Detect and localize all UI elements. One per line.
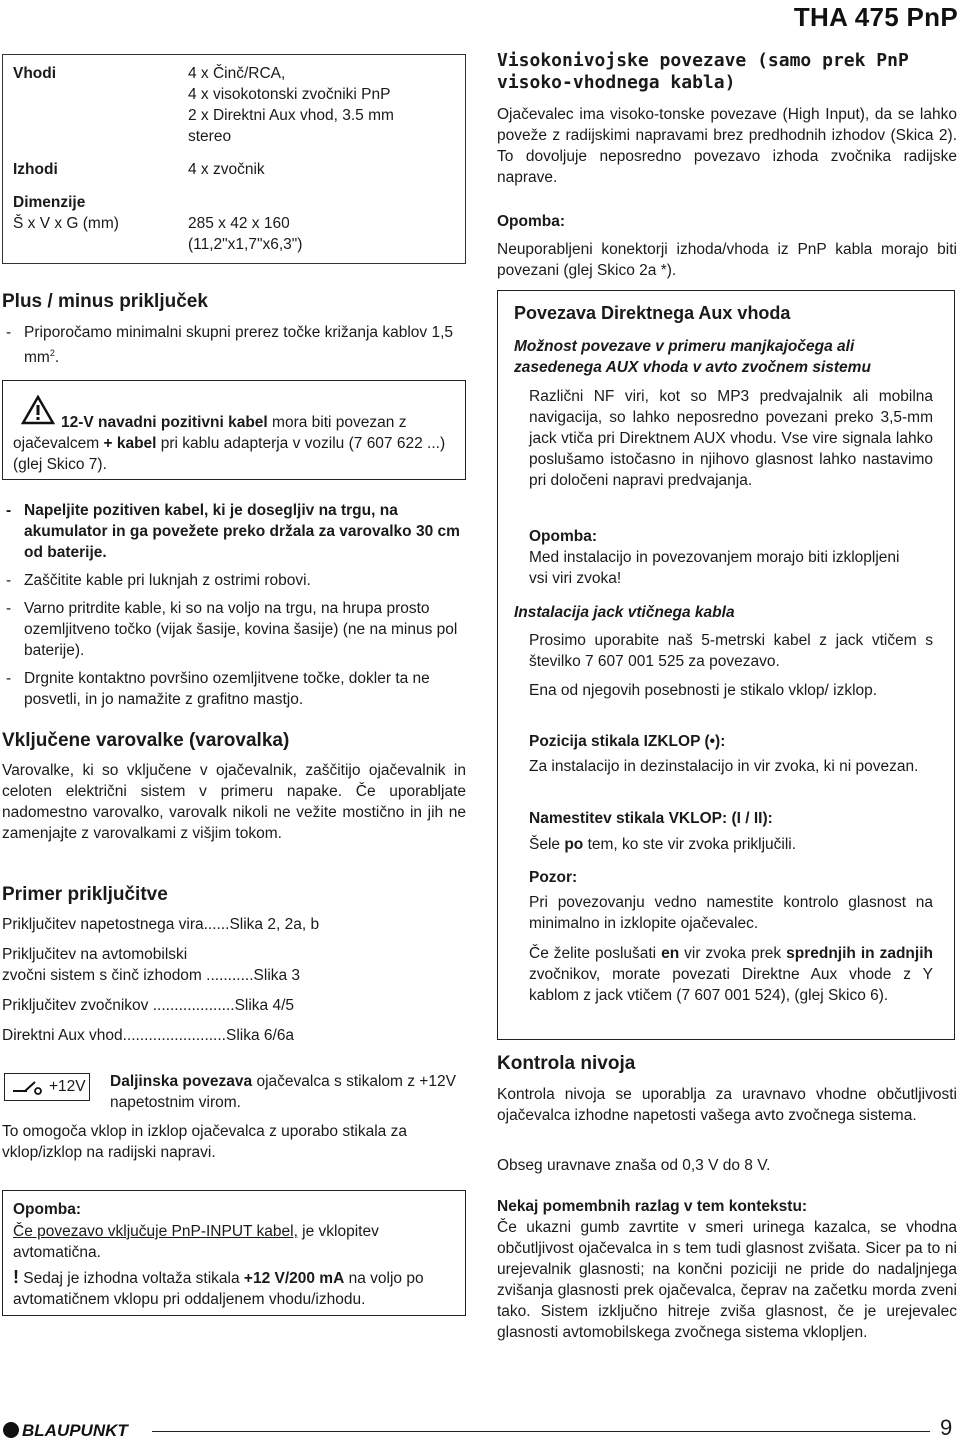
remote-bold: Daljinska povezava	[110, 1073, 253, 1090]
spec-key: Vhodi	[13, 65, 57, 82]
spec-value: 4 x zvočnik	[188, 161, 265, 178]
remote-badge	[4, 1073, 90, 1101]
spec-row-inputs	[3, 55, 466, 148]
warning-text-part: mora biti povezan z ojačevalcem	[13, 414, 407, 452]
remote-text	[110, 1071, 466, 1113]
spec-key-line: Dimenzije	[13, 194, 86, 211]
aux-note-title: Opomba:	[529, 528, 598, 545]
note-title: Opomba:	[13, 1201, 82, 1218]
front-text-part: vir zvoka prek	[679, 945, 787, 962]
example-ref: Slika 3	[253, 967, 301, 984]
example-ref: Slika 4/5	[234, 997, 295, 1014]
examples-heading: Primer priključitve	[2, 884, 168, 905]
warn-text: Pri povezovanju vedno namestite kontrolo glasnost na minimalno in izklopite ojačevalec.	[529, 894, 933, 932]
on-text-part: tem, ko ste vir zvoka priključili.	[583, 836, 797, 853]
example-ref: Slika 2, 2a, b	[229, 916, 320, 933]
front-rear-text	[529, 943, 933, 1006]
note-underlined: Če povezavo vključuje PnP-INPUT kabel,	[13, 1223, 298, 1240]
example-row	[2, 1025, 466, 1046]
leader-dots: ...........	[201, 967, 254, 984]
example-row	[2, 995, 466, 1016]
example-ref: Slika 6/6a	[225, 1027, 295, 1044]
level-text: Kontrola nivoja se uporablja za uravnavo vhodne občutljivosti ojačevalca izhodne napetosti vašega avto zvočnega sistema.	[497, 1086, 957, 1124]
list-item: - Varno pritrdite kable, ki so na voljo na trgu, na hrupa prosto ozemljitveno točko (vijak šasije, kovina šasije) (ne na minus pol baterije).	[2, 598, 466, 661]
example-label: zvočni sistem s činč izhodom	[2, 967, 202, 984]
blaupunkt-logo-icon	[2, 1419, 152, 1441]
badge-label: +12V	[49, 1078, 86, 1095]
warning-bold: + kabel	[103, 435, 157, 452]
remote-text-part: ojačevalca s stikalom z +12V napetostnim virom.	[110, 1073, 456, 1111]
on-text-part: Šele	[529, 836, 565, 853]
spec-row-dimensions	[3, 180, 466, 264]
aux-heading: Povezava Direktnega Aux vhoda	[514, 303, 791, 323]
warning-bold: 12-V navadni pozitivni kabel	[61, 414, 268, 431]
install-text: Prosimo uporabite naš 5-metrski kabel z jack vtičem s številko 7 607 001 525 za povezavo.	[529, 632, 933, 670]
example-row	[2, 965, 466, 986]
fuses-heading: Vključene varovalke (varovalka)	[2, 730, 290, 751]
note-text-part: Sedaj je izhodna voltaža stikala	[19, 1270, 244, 1287]
off-heading: Pozicija stikala IZKLOP (•):	[529, 733, 726, 750]
warning-text-part: pri kablu adapterja v vozilu (7 607 622 ...) (glej Skico 7).	[13, 435, 446, 473]
brand-name: BLAUPUNKT	[22, 1421, 128, 1440]
example-row	[2, 914, 466, 935]
fuses-text: Varovalke, ki so vključene v ojačevalnik, zaščitijo ojačevalnik in celoten električni sistem v primeru napake. Če uporabljate nadomestno varovalko, varovalk nikoli ne vežite mostično in jih ne zamenjajte z varovalkami z višjim tokom.	[2, 762, 466, 842]
switch-icon	[11, 1079, 45, 1095]
spec-key-line: Š x V x G (mm)	[13, 215, 119, 232]
exclamation-icon: !	[13, 1267, 19, 1287]
on-bold: po	[564, 836, 584, 853]
list-item: - Drgnite kontaktno površino ozemljitvene točke, dokler ta ne posvetli, in jo namažite z grafitno mastjo.	[2, 668, 466, 710]
spec-value-line: (11,2"x1,7"x6,3")	[188, 236, 303, 253]
front-bold: sprednjih in zadnjih	[786, 945, 933, 962]
front-bold: en	[661, 945, 680, 962]
warning-box	[2, 380, 466, 480]
off-text: Za instalacijo in dezinstalacijo in vir zvoka, ki ni povezan.	[529, 758, 919, 775]
note-text-2	[13, 1267, 453, 1310]
warn-heading: Pozor:	[529, 869, 578, 886]
spec-key	[3, 180, 179, 264]
high-level-note-title: Opomba:	[497, 213, 566, 230]
high-level-text: Ojačevalec ima visoko-tonske povezave (High Input), da se lahko poveže z radijskimi napravami brez predhodnih izhodov (Skica 2). To dovoljuje neposredno povezavo izhoda zvočnika radijske naprave.	[497, 106, 957, 186]
install-heading: Instalacija jack vtičnega kabla	[514, 604, 735, 621]
level-heading: Kontrola nivoja	[497, 1053, 636, 1074]
note-box-left	[2, 1190, 466, 1316]
page-number: 9	[940, 1415, 953, 1440]
leader-dots: ........................	[122, 1027, 226, 1044]
spec-value-line: stereo	[188, 128, 232, 145]
front-text-part: zvočnikov, morate povezati Direktne Aux vhode z Y kablom z jack vtičem (7 607 001 524), (glej Skico 6).	[529, 966, 933, 1004]
note-bold: +12 V/200 mA	[243, 1270, 345, 1287]
level-range: Obseg uravnave znaša od 0,3 V do 8 V.	[497, 1157, 771, 1174]
note-text	[13, 1221, 453, 1263]
period: .	[54, 349, 60, 367]
example-label: Priključitev na avtomobilski	[2, 946, 188, 963]
aux-text: Različni NF viri, kot so MP3 predvajalnik ali mobilna navigacija, so lahko neposredno povezani preko 3,5-mm jack vtiča pri Direktnem AUX vhodu. Vse vire signala lahko poslušamo istočasno in njihovo glasnost lahko nastavimo pri določeni napravi predvajanja.	[529, 388, 933, 489]
spec-value-line: 4 x Činč/RCA,	[188, 65, 286, 82]
superscript: 2	[49, 348, 55, 358]
example-label: Priključitev zvočnikov	[2, 997, 149, 1014]
switch-text: Ena od njegovih posebnosti je stikalo vklop/ izklop.	[529, 682, 878, 699]
note-text-part: na voljo po avtomatičnem vklopu pri oddaljenem vhodu/izhodu.	[13, 1270, 424, 1308]
on-heading: Namestitev stikala VKLOP: (I / II):	[529, 810, 773, 827]
spec-value-line: 285 x 42 x 160	[188, 215, 290, 232]
plus-minus-text: Priporočamo minimalni skupni prerez točke križanja kablov 1,5 mm	[24, 324, 454, 367]
spec-table	[2, 54, 466, 264]
high-level-note-text: Neuporabljeni konektorji izhoda/vhoda iz PnP kabla morajo biti povezani (glej Skico 2a *).	[497, 241, 957, 279]
example-label: Priključitev napetostnega vira	[2, 916, 204, 933]
front-text-part: Če želite poslušati	[529, 945, 662, 962]
spec-key: Izhodi	[13, 161, 58, 178]
spec-row-outputs	[3, 147, 466, 180]
leader-dots: ...................	[148, 997, 235, 1014]
spec-value-line: 2 x Direktni Aux vhod, 3.5 mm	[188, 107, 394, 124]
note-text-part: je vklopitev avtomatična.	[13, 1223, 379, 1261]
aux-note-text: Med instalacijo in povezovanjem morajo biti izklopljeni vsi viri zvoka!	[529, 549, 900, 587]
list-item: - Napeljite pozitiven kabel, ki je dosegljiv na trgu, na akumulator in ga povežete preko držala za varovalko 30 cm od baterije.	[2, 500, 466, 563]
plus-minus-heading: Plus / minus priključek	[2, 291, 208, 312]
on-text	[529, 834, 933, 855]
example-label: Direktni Aux vhod	[2, 1027, 123, 1044]
document-title: THA 475 PnP	[793, 2, 958, 32]
spec-value-line: 4 x visokotonski zvočniki PnP	[188, 86, 391, 103]
spec-value	[178, 55, 466, 148]
aux-subheading: Možnost povezave v primeru manjkajočega ali zasedenega AUX vhoda v avto zvočnem sistemu	[514, 338, 871, 376]
remote-paragraph: To omogoča vklop in izklop ojačevalca z uporabo stikala za vklop/izklop na radijski napravi.	[2, 1123, 407, 1161]
important-text: Če ukazni gumb zavrtite v smeri urinega kazalca, se vhodna občutljivost ojačevalca in s tem tudi glasnost zvišata. Sicer pa to ni urejevalnik glasnosti; na končni poziciji ne pride do nadaljnjega zvišanja glasnosti prek ojačevalca, čeprav na začetku morda zveni tako. Sistem izključno hitreje zviša glasnost, če je urejevalec glasnosti avtomobilskega zvočnega sistema vklopljen.	[497, 1219, 957, 1341]
examples-list	[2, 914, 466, 1046]
warning-text	[13, 412, 457, 475]
leader-dots: ......	[203, 916, 230, 933]
high-level-heading: Visokonivojske povezave (samo prek PnP visoko-vhodnega kabla)	[497, 50, 909, 93]
important-heading: Nekaj pomembnih razlag v tem kontekstu:	[497, 1198, 808, 1215]
plus-minus-item	[2, 322, 466, 368]
footer-rule	[152, 1431, 930, 1432]
spec-value	[178, 180, 466, 264]
instruction-list	[2, 500, 466, 710]
list-item: - Zaščitite kable pri luknjah z ostrimi robovi.	[2, 570, 466, 591]
